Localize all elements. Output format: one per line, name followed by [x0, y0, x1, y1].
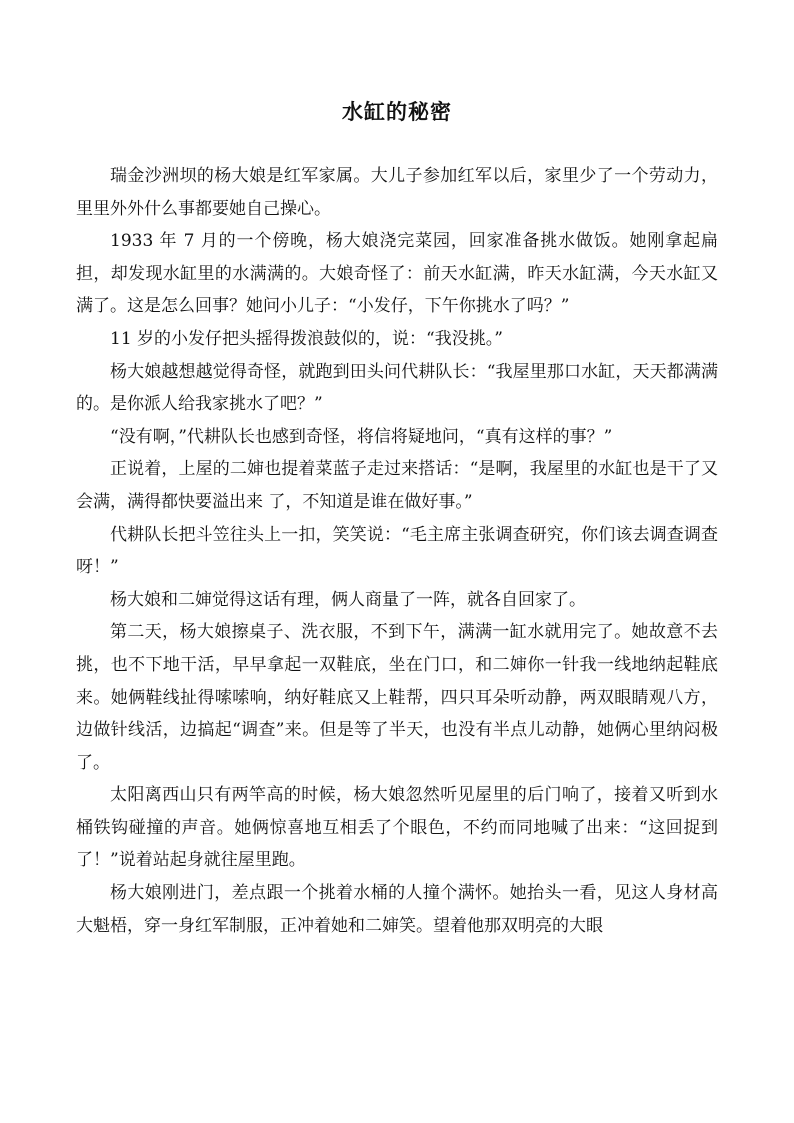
paragraph: 杨大娘刚进门，差点跟一个挑着水桶的人撞个满怀。她抬头一看，见这人身材高大魁梧，穿一身红军制服，正冲着她和二婶笑。望着他那双明亮的大眼 [76, 883, 718, 936]
paragraph: “没有啊，”代耕队长也感到奇怪，将信将疑地问，“真有这样的事？” [110, 426, 613, 447]
paragraph: 1933 年 7 月的一个傍晚，杨大娘浇完菜园，回家准备挑水做饭。她刚拿起扁担，却发现水缸里的水满满的。大娘奇怪了：前天水缸满，昨天水缸满，今天水缸又满了。这是怎么回事？她问小儿子：“小发仔，下午你挑水了吗？” [76, 231, 718, 317]
paragraph: 杨大娘越想越觉得奇怪，就跑到田头问代耕队长：“我屋里那口水缸，天天都满满的。是你派人给我家挑水了吧？” [76, 361, 718, 415]
document-title: 水缸的秘密 [342, 99, 452, 125]
paragraph: 杨大娘和二婶觉得这话有理，俩人商量了一阵，就各自回家了。 [110, 589, 586, 610]
paragraph: 瑞金沙洲坝的杨大娘是红军家属。大儿子参加红军以后，家里少了一个劳动力，里里外外什么事都要她自己操心。 [76, 166, 718, 219]
paragraph: 太阳离西山只有两竿高的时候，杨大娘忽然听见屋里的后门响了，接着又听到水桶铁钩碰撞的声音。她俩惊喜地互相丢了个眼色，不约而同地喊了出来：“这回捉到了！”说着站起身就往屋里跑。 [76, 785, 718, 871]
paragraph: 11 岁的小发仔把头摇得拨浪鼓似的，说：“我没挑。” [110, 328, 503, 349]
paragraph: 第二天，杨大娘擦桌子、洗衣服，不到下午，满满一缸水就用完了。她故意不去挑，也不下地干活，早早拿起一双鞋底，坐在门口，和二婶你一针我一线地纳起鞋底来。她俩鞋线扯得嗦嗦响，纳好鞋底又上鞋帮，四只耳朵听动静，两双眼睛观八方，边做针线活，边搞起“调查”来。但是等了半天，也没有半点儿动静，她俩心里纳闷极了。 [76, 622, 718, 773]
document-body [76, 160, 718, 942]
paragraph: 正说着，上屋的二婶也提着菜蓝子走过来搭话：“是啊，我屋里的水缸也是干了又会满，满得都快要溢出来 了，不知道是谁在做好事。” [76, 459, 718, 512]
paragraph: 代耕队长把斗笠往头上一扣，笑笑说：“毛主席主张调查研究，你们该去调查调查呀！” [76, 524, 718, 578]
